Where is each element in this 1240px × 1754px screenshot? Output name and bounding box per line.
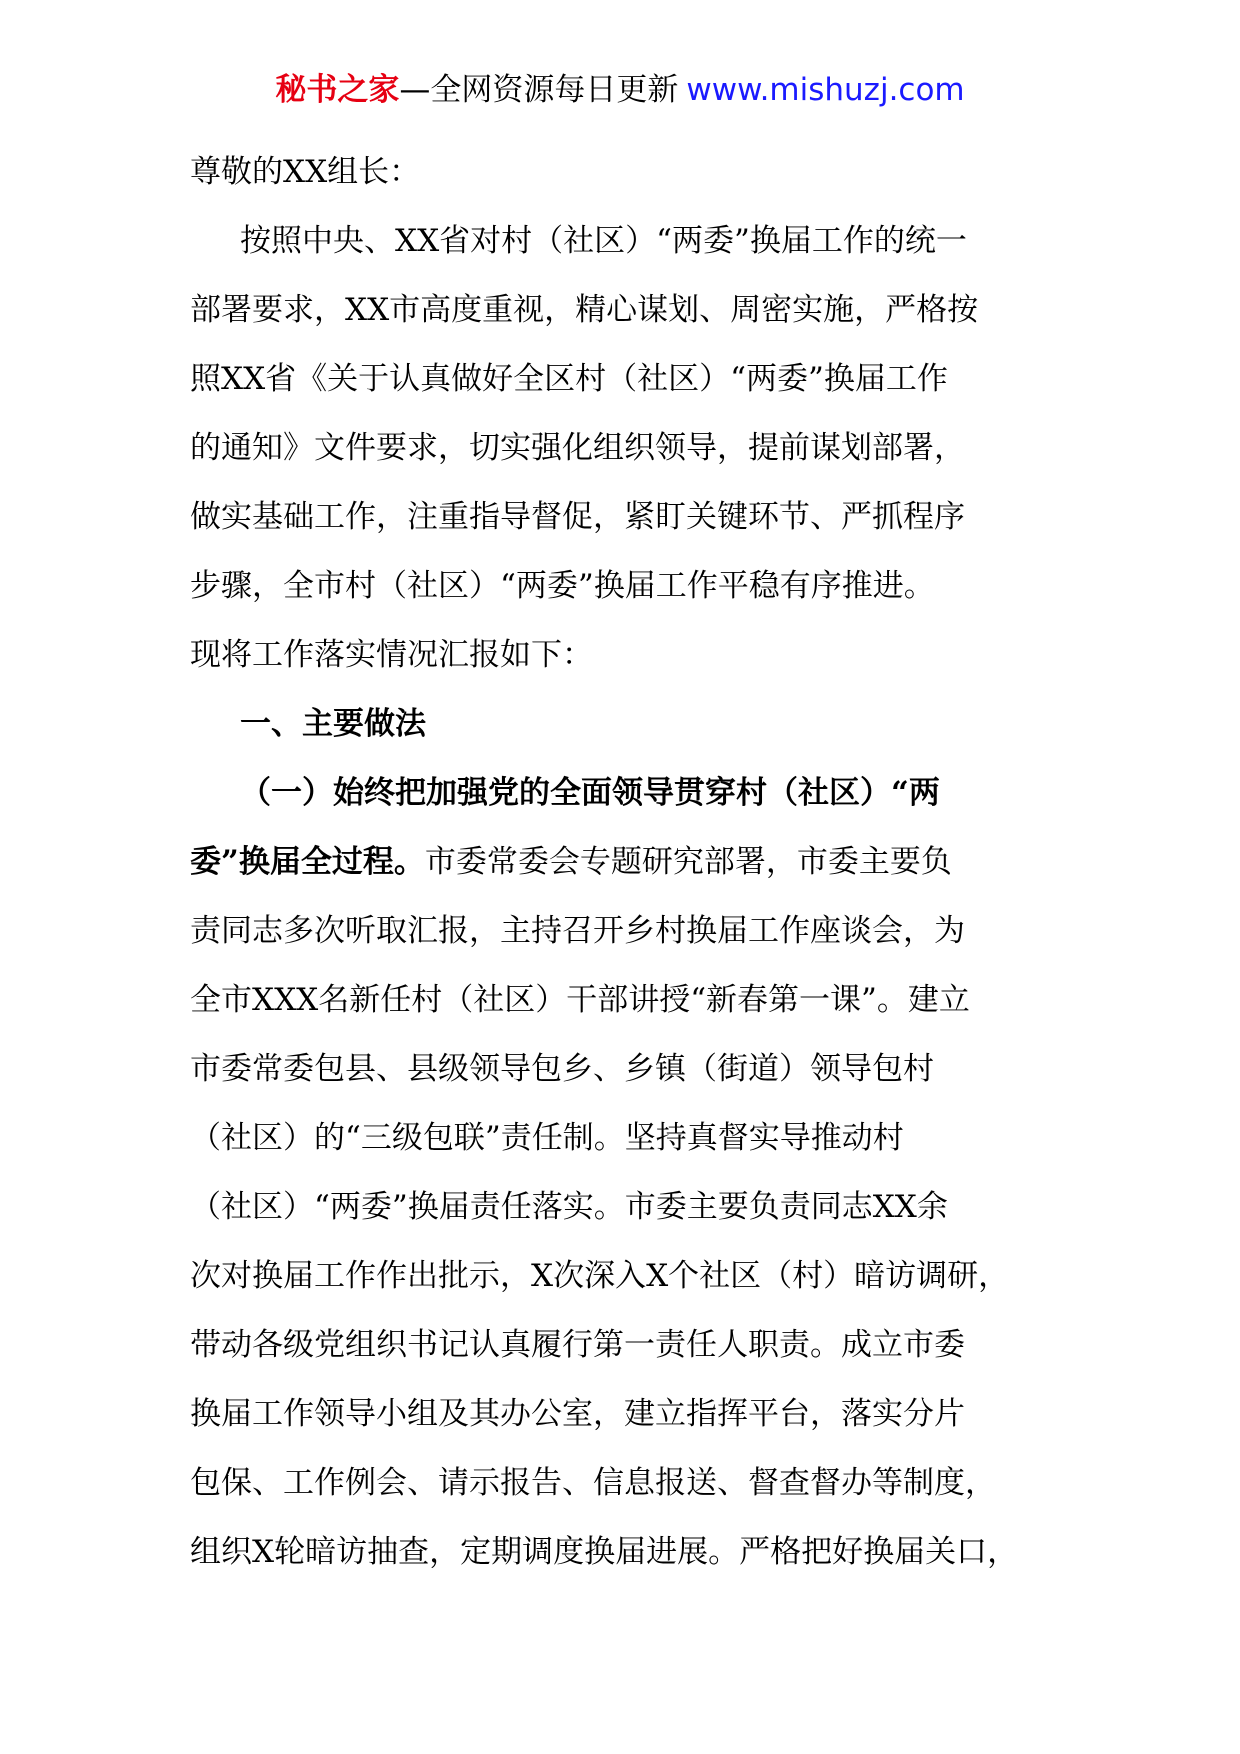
- paragraph-line: （社区）的“三级包联”责任制。坚持真督实导推动村: [190, 1120, 904, 1156]
- paragraph-line: [190, 828, 1070, 897]
- paragraph-line: 的通知》文件要求，切实强化组织领导，提前谋划部署，: [190, 430, 965, 466]
- paragraph-line: 责同志多次听取汇报，主持召开乡村换届工作座谈会，为: [190, 913, 965, 949]
- subsection-title-end: 委”换届全过程。: [190, 844, 425, 880]
- paragraph-line: 照XX省《关于认真做好全区村（社区）“两委”换届工作: [190, 361, 948, 397]
- paragraph-line: 组织X轮暗访抽查，定期调度换届进展。严格把好换届关口，: [190, 1534, 1019, 1570]
- paragraph-line: 次对换届工作作出批示，X次深入X个社区（村）暗访调研，: [190, 1258, 1010, 1294]
- paragraph-text: 市委常委会专题研究部署，市委主要负: [424, 844, 952, 880]
- brand-name: 秘书之家: [275, 72, 400, 108]
- document-body: [190, 138, 1070, 1587]
- site-header: [0, 68, 1240, 112]
- salutation: 尊敬的XX组长：: [190, 154, 421, 190]
- header-tagline: —全网资源每日更新: [399, 72, 679, 108]
- paragraph-line: 做实基础工作，注重指导督促，紧盯关键环节、严抓程序: [190, 499, 965, 535]
- site-url-link[interactable]: www.mishuzj.com: [686, 72, 965, 108]
- paragraph-line: 带动各级党组织书记认真履行第一责任人职责。成立市委: [190, 1327, 965, 1363]
- subsection-title: （一）始终把加强党的全面领导贯穿村（社区）“两: [240, 775, 940, 811]
- paragraph-line: 换届工作领导小组及其办公室，建立指挥平台，落实分片: [190, 1396, 965, 1432]
- paragraph-line: 部署要求，XX市高度重视，精心谋划、周密实施，严格按: [190, 292, 979, 328]
- paragraph-line: 按照中央、XX省对村（社区）“两委”换届工作的统一: [240, 223, 967, 259]
- paragraph-line: 市委常委包县、县级领导包乡、乡镇（街道）领导包村: [190, 1051, 934, 1087]
- paragraph-line: 步骤，全市村（社区）“两委”换届工作平稳有序推进。: [190, 568, 935, 604]
- paragraph-line: 包保、工作例会、请示报告、信息报送、督查督办等制度，: [190, 1465, 996, 1501]
- paragraph-line: 全市XXX名新任村（社区）干部讲授“新春第一课”。建立: [190, 982, 970, 1018]
- section-heading: 一、主要做法: [240, 706, 426, 742]
- paragraph-line: 现将工作落实情况汇报如下：: [190, 637, 593, 673]
- paragraph-line: （社区）“两委”换届责任落实。市委主要负责同志XX余: [190, 1189, 948, 1225]
